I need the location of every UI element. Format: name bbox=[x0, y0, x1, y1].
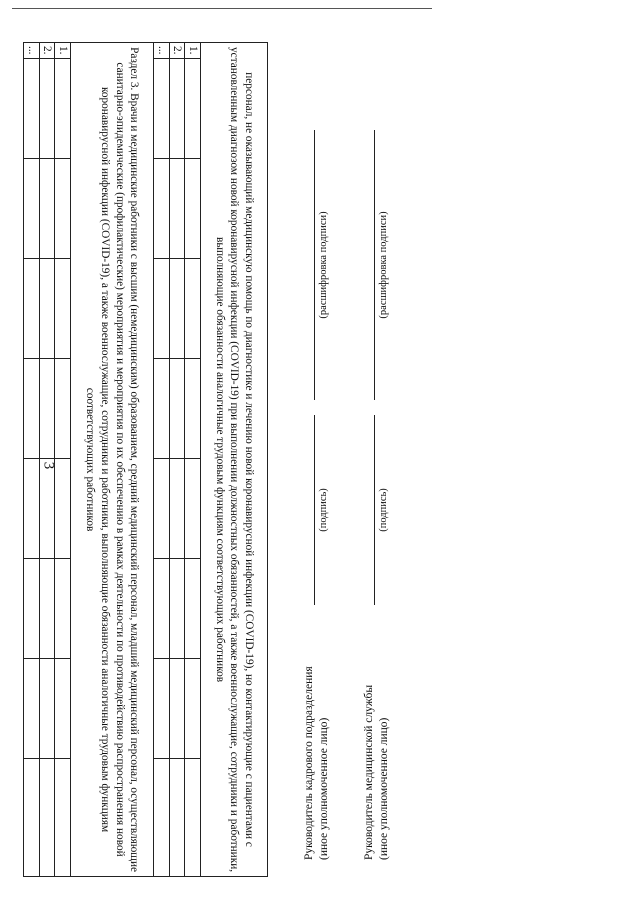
table-cell bbox=[153, 159, 169, 259]
table-cell bbox=[39, 659, 55, 759]
signature-title bbox=[302, 620, 332, 860]
table-cell bbox=[23, 259, 39, 359]
decode-line bbox=[374, 130, 375, 400]
top-rule bbox=[12, 8, 432, 9]
table-row bbox=[153, 43, 169, 877]
table-cell bbox=[169, 459, 185, 559]
signature-block-hr bbox=[302, 60, 342, 860]
section3-header-row bbox=[70, 43, 153, 877]
table-cell bbox=[169, 59, 185, 159]
decode-caption: (расшифровка подписи) bbox=[318, 211, 329, 319]
table-cell bbox=[185, 759, 201, 877]
table-cell bbox=[153, 59, 169, 159]
row-number: 2. bbox=[169, 43, 185, 59]
table-cell bbox=[185, 159, 201, 259]
table-cell bbox=[23, 459, 39, 559]
table-cell bbox=[185, 659, 201, 759]
table-cell bbox=[153, 559, 169, 659]
signature-title-line2: (иное уполномоченное лицо) bbox=[317, 717, 330, 860]
table-cell bbox=[169, 559, 185, 659]
table-cell bbox=[39, 759, 55, 877]
table-cell bbox=[153, 259, 169, 359]
table-cell bbox=[23, 659, 39, 759]
table-row bbox=[185, 43, 201, 877]
signature-title-line1: Руководитель кадрового подразделения bbox=[303, 666, 315, 860]
row-number: ... bbox=[23, 43, 39, 59]
table-cell bbox=[169, 359, 185, 459]
table-cell bbox=[39, 159, 55, 259]
table-cell bbox=[39, 559, 55, 659]
table-cell bbox=[23, 159, 39, 259]
signature-caption: (подпись) bbox=[318, 488, 329, 532]
table-cell bbox=[153, 759, 169, 877]
table-cell bbox=[55, 159, 71, 259]
row-number: 1. bbox=[185, 43, 201, 59]
table-cell bbox=[23, 759, 39, 877]
table-cell bbox=[39, 359, 55, 459]
table-cell bbox=[153, 359, 169, 459]
table-cell bbox=[39, 259, 55, 359]
table-cell bbox=[39, 459, 55, 559]
table-cell bbox=[55, 59, 71, 159]
table-cell bbox=[169, 759, 185, 877]
section2-header-row bbox=[201, 43, 268, 877]
table-row bbox=[55, 43, 71, 877]
table-cell bbox=[153, 459, 169, 559]
table-row bbox=[39, 43, 55, 877]
decode-caption: (расшифровка подписи) bbox=[378, 211, 389, 319]
signature-block-medical bbox=[362, 60, 402, 860]
row-number: ... bbox=[153, 43, 169, 59]
decode-line bbox=[314, 130, 315, 400]
signature-area bbox=[290, 60, 420, 860]
signature-line bbox=[374, 415, 375, 605]
page-number: 3 bbox=[40, 461, 57, 470]
table-cell bbox=[153, 659, 169, 759]
table-cell bbox=[55, 759, 71, 877]
table-cell bbox=[185, 259, 201, 359]
table-cell bbox=[55, 659, 71, 759]
signature-title-line2: (иное уполномоченное лицо) bbox=[377, 717, 390, 860]
table-cell bbox=[185, 359, 201, 459]
signature-caption: (подпись) bbox=[378, 488, 389, 532]
personnel-table bbox=[23, 42, 268, 877]
table-cell bbox=[55, 259, 71, 359]
rotated-table bbox=[25, 42, 268, 876]
table-cell bbox=[39, 59, 55, 159]
table-cell bbox=[23, 59, 39, 159]
table-cell bbox=[55, 559, 71, 659]
table-cell bbox=[55, 359, 71, 459]
table-cell bbox=[23, 559, 39, 659]
table-cell bbox=[55, 459, 71, 559]
signature-title bbox=[362, 620, 392, 860]
table-cell bbox=[169, 159, 185, 259]
table-cell bbox=[23, 359, 39, 459]
signature-rotated bbox=[290, 60, 420, 860]
table-cell bbox=[185, 559, 201, 659]
table-cell bbox=[185, 459, 201, 559]
table-row bbox=[169, 43, 185, 877]
section3-text: Раздел 3. Врачи и медицинские работники с высшим (немедицинским) образованием, средний медицинский персонал, младший медицинский персонал, осуществляющие санитарно-эпидемические (профилактические) мероприятия и мероприятия по их обеспечению в рамках деятельности по противодействию распространения новой коронавирусной инфекции (COVID-19), а также военнослужащие, сотрудники и работники, выполняющие обязанности аналогичные трудовым функциям соответствующих работников bbox=[70, 43, 153, 877]
section2-text: персонал, не оказывающий медицинскую помощь по диагностике и лечению новой коронавирусной инфекции (COVID-19), но контактирующие с пациентами с установленным диагнозом новой коронавирусной инфекции (COVID-19) при выполнении должностных обязанностей, а также военнослужащие, сотрудники и работники, выполняющие обязанности аналогичные трудовым функциям соответствующих работников bbox=[201, 43, 268, 877]
row-number: 2. bbox=[39, 43, 55, 59]
table-container bbox=[25, 42, 268, 876]
signature-title-line1: Руководитель медицинской службы bbox=[363, 684, 375, 860]
table-row bbox=[23, 43, 39, 877]
table-cell bbox=[169, 659, 185, 759]
table-cell bbox=[185, 59, 201, 159]
table-cell bbox=[169, 259, 185, 359]
signature-line bbox=[314, 415, 315, 605]
row-number: 1. bbox=[55, 43, 71, 59]
